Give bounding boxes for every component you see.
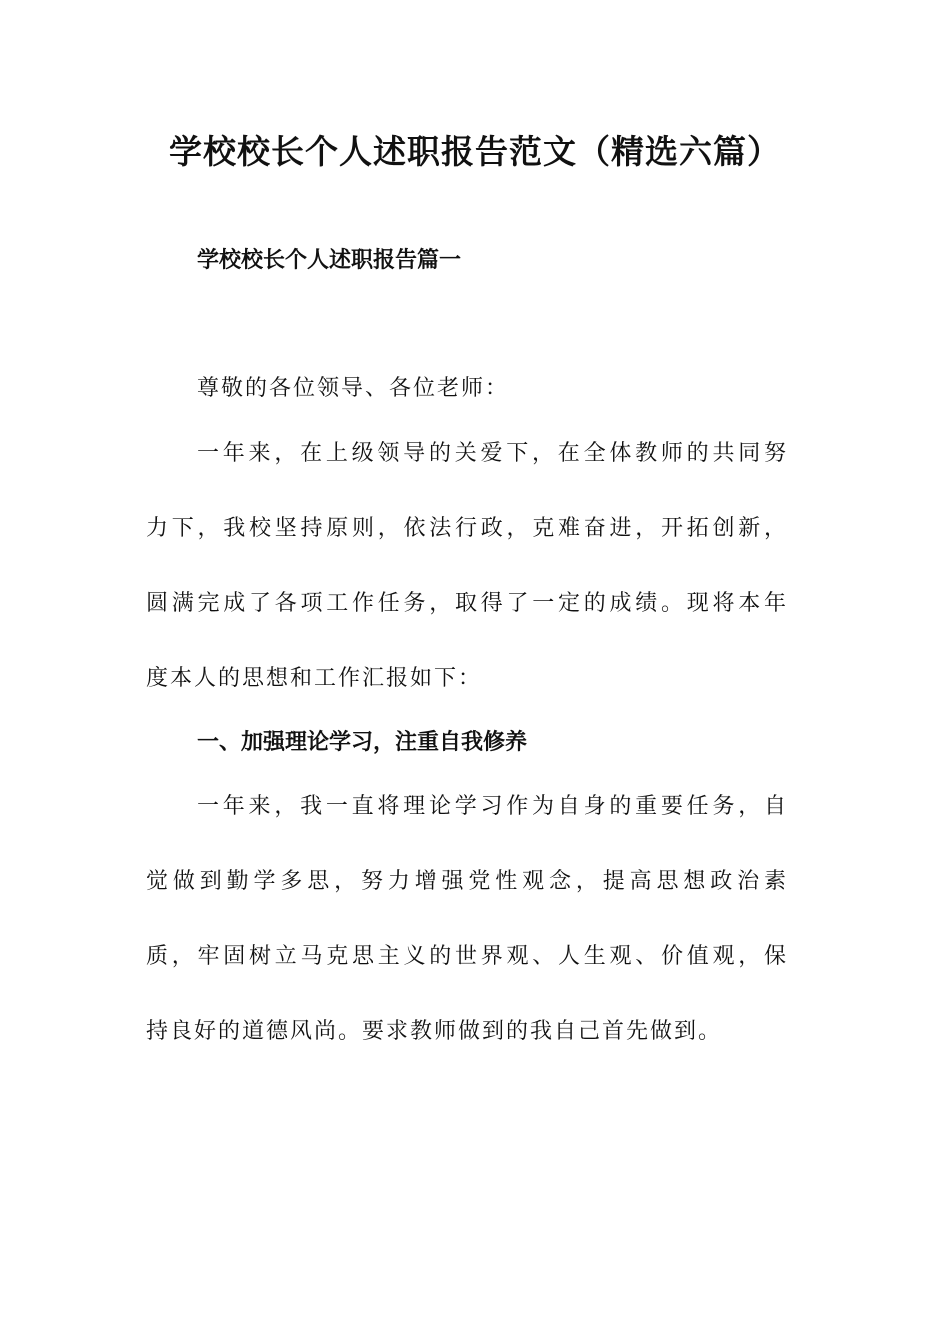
paragraph-line: 一年来，我一直将理论学习作为自身的重要任务，自: [197, 794, 786, 819]
section-heading: 一、加强理论学习，注重自我修养: [197, 729, 528, 755]
paragraph-line: 力下，我校坚持原则，依法行政，克难奋进，开拓创新，: [146, 516, 786, 541]
paragraph-line: 觉做到勤学多思，努力增强党性观念，提高思想政治素: [146, 869, 786, 894]
paragraph-line: 持良好的道德风尚。要求教师做到的我自己首先做到。: [146, 1019, 723, 1044]
salutation: 尊敬的各位领导、各位老师：: [197, 376, 510, 401]
document-title: 学校校长个人述职报告范文（精选六篇）: [169, 132, 781, 171]
paragraph-line: 一年来，在上级领导的关爱下，在全体教师的共同努: [197, 441, 786, 466]
paragraph-line: 质，牢固树立马克思主义的世界观、人生观、价值观，保: [146, 944, 786, 969]
paragraph-line: 圆满完成了各项工作任务，取得了一定的成绩。现将本年: [146, 591, 786, 616]
paragraph-line: 度本人的思想和工作汇报如下：: [146, 666, 483, 691]
article-heading: 学校校长个人述职报告篇一: [197, 247, 462, 273]
